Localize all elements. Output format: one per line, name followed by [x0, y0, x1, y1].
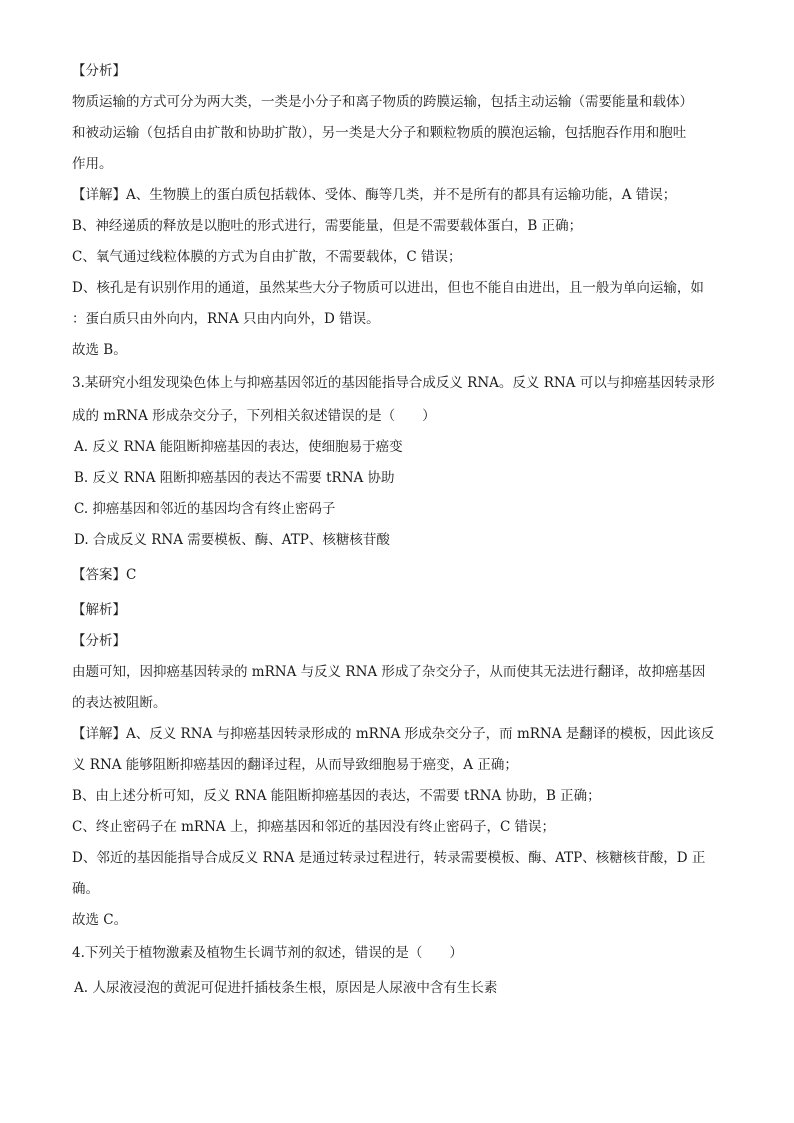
analysis-line: 和被动运输（包括自由扩散和协助扩散），另一类是大分子和颗粒物质的膜泡运输，包括胞吞作用和胞吐	[72, 125, 687, 141]
question-3	[72, 374, 732, 930]
option-a: A. 人尿液浸泡的黄泥可促进扦插枝条生根，原因是人尿液中含有生长素	[74, 980, 498, 996]
question-4	[72, 944, 732, 998]
detail-line: B、由上述分析可知，反义 RNA 能阻断抑癌基因的表达，不需要 tRNA 协助，B 正确；	[72, 788, 601, 804]
analysis-line: 的表达被阻断。	[72, 695, 167, 711]
analysis-label: 【分析】	[72, 633, 126, 649]
question-stem: 成的 mRNA 形成杂交分子，下列相关叙述错误的是（ ）	[72, 408, 436, 424]
detail-line: 确。	[72, 881, 99, 897]
answer-row	[72, 566, 732, 585]
analysis-label: 【分析】	[72, 63, 126, 79]
detail-line: 义 RNA 能够阻断抑癌基因的翻译过程，从而导致细胞易于癌变，A 正确；	[72, 757, 518, 773]
answer-value: C	[126, 567, 137, 583]
question-stem: 4.下列关于植物激素及植物生长调节剂的叙述，错误的是（ ）	[72, 945, 463, 961]
conclusion: 故选 C。	[72, 912, 128, 928]
detail-line: B、神经递质的释放是以胞吐的形式进行，需要能量，但是不需要载体蛋白，B 正确；	[72, 218, 583, 234]
document-page	[72, 62, 732, 998]
analysis-line: 作用。	[72, 156, 113, 172]
answer-label: 【答案】	[72, 567, 126, 583]
detail-line: D、邻近的基因能指导合成反义 RNA 是通过转录过程进行，转录需要模板、酶、ATP、核糖核苷酸，D 正	[72, 850, 706, 866]
detail-line: ：蛋白质只由外向内，RNA 只由内向外，D 错误。	[72, 311, 380, 327]
detail-line: 【详解】A、生物膜上的蛋白质包括载体、受体、酶等几类，并不是所有的都具有运输功能，A 错误；	[72, 187, 677, 203]
option-c: C. 抑癌基因和邻近的基因均含有终止密码子	[74, 501, 336, 517]
analysis-line: 由题可知，因抑癌基因转录的 mRNA 与反义 RNA 形成了杂交分子，从而使其无法进行翻译，故抑癌基因	[72, 664, 706, 680]
detail-line: 【详解】A、反义 RNA 与抑癌基因转录形成的 mRNA 形成杂交分子，而 mRNA 是翻译的模板，因此该反	[72, 726, 715, 742]
detail-line: C、终止密码子在 mRNA 上，抑癌基因和邻近的基因没有终止密码子，C 错误；	[72, 819, 556, 835]
question-stem: 3.某研究小组发现染色体上与抑癌基因邻近的基因能指导合成反义 RNA。反义 RNA 可以与抑癌基因转录形	[72, 375, 715, 391]
option-a: A. 反义 RNA 能阻断抑癌基因的表达，使细胞易于癌变	[74, 439, 403, 455]
detail-line: D、核孔是有识别作用的通道，虽然某些大分子物质可以进出，但也不能自由进出，且一般为单向运输，如	[72, 280, 704, 296]
analysis-line: 物质运输的方式可分为两大类，一类是小分子和离子物质的跨膜运输，包括主动运输（需要能量和载体）	[72, 94, 693, 110]
explain-label: 【解析】	[72, 602, 126, 618]
option-d: D. 合成反义 RNA 需要模板、酶、ATP、核糖核苷酸	[74, 532, 390, 548]
option-b: B. 反义 RNA 阻断抑癌基因的表达不需要 tRNA 协助	[74, 470, 395, 486]
q2-explanation	[72, 62, 732, 360]
conclusion: 故选 B。	[72, 342, 127, 358]
detail-line: C、氧气通过线粒体膜的方式为自由扩散，不需要载体，C 错误；	[72, 249, 462, 265]
